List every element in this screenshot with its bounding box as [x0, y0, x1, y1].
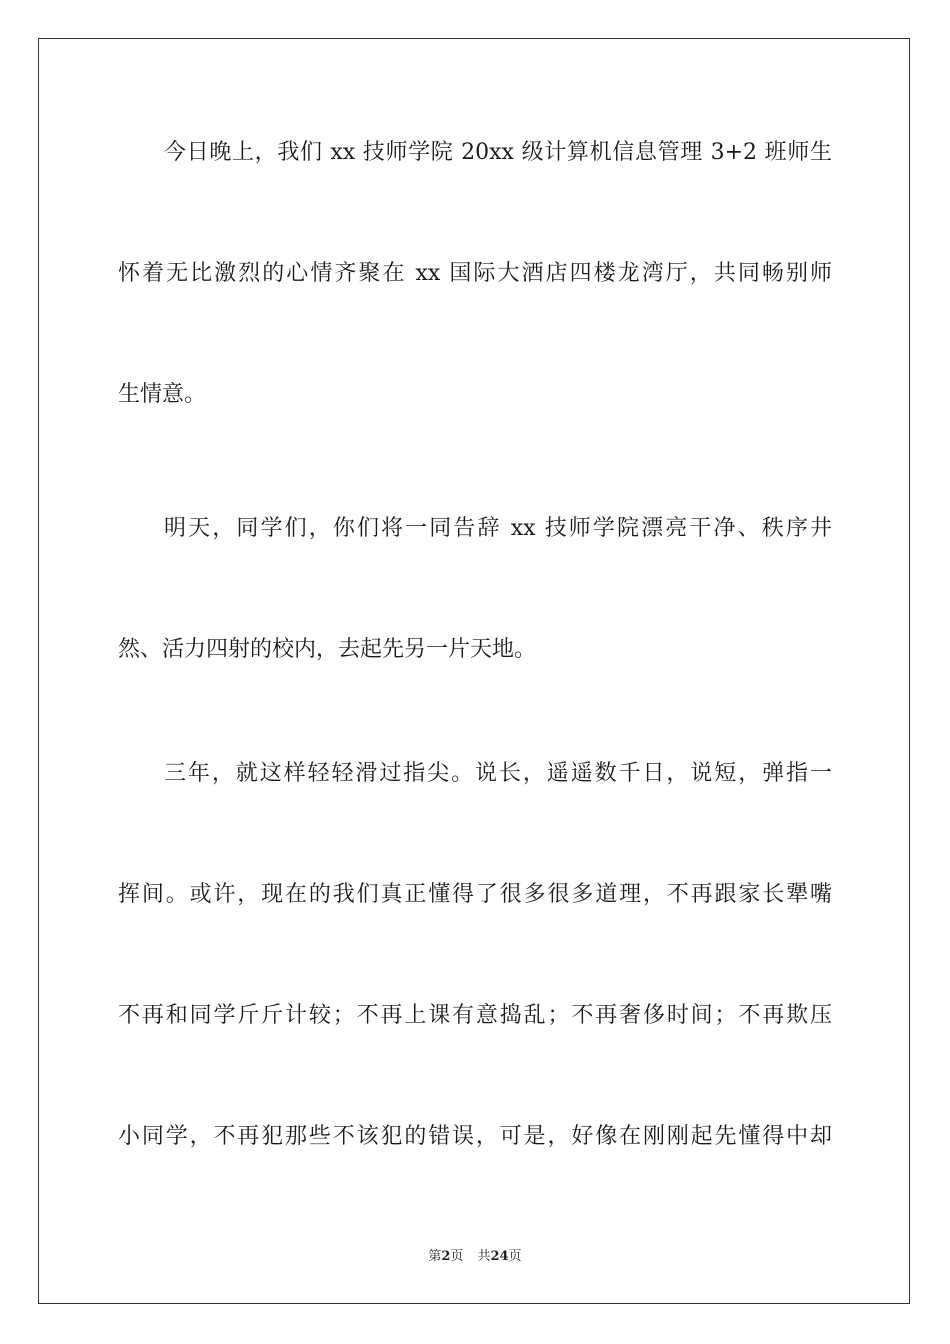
page-footer [0, 1248, 950, 1266]
total-suffix: 页 [508, 1249, 522, 1264]
paragraph-3-line-1: 三年，就这样轻轻滑过指尖。说长，遥遥数千日，说短，弹指一 [164, 761, 832, 786]
paragraph-1-line-2: 怀着无比激烈的心情齐聚在 xx 国际大酒店四楼龙湾厅，共同畅别师 [118, 261, 832, 286]
paragraph-3-line-4: 小同学，不再犯那些不该犯的错误，可是，好像在刚刚起先懂得中却 [118, 1124, 832, 1149]
paragraph-1-line-3: 生情意。 [118, 382, 207, 407]
page-suffix: 页 [450, 1249, 464, 1264]
total-pages: 24 [490, 1249, 509, 1264]
paragraph-3-line-2: 挥间。或许，现在的我们真正懂得了很多很多道理，不再跟家长犟嘴 [118, 882, 832, 907]
paragraph-2-line-1: 明天，同学们，你们将一同告辞 xx 技师学院漂亮干净、秩序井 [164, 516, 832, 541]
page-number: 2 [441, 1249, 451, 1264]
total-prefix: 共 [477, 1249, 491, 1264]
paragraph-1-line-1: 今日晚上，我们 xx 技师学院 20xx 级计算机信息管理 3+2 班师生 [164, 140, 832, 165]
paragraph-3-line-3: 不再和同学斤斤计较；不再上课有意捣乱；不再奢侈时间；不再欺压 [118, 1003, 832, 1028]
page-prefix: 第 [428, 1249, 442, 1264]
paragraph-2-line-2: 然、活力四射的校内，去起先另一片天地。 [118, 637, 537, 662]
page-frame [38, 38, 910, 1304]
